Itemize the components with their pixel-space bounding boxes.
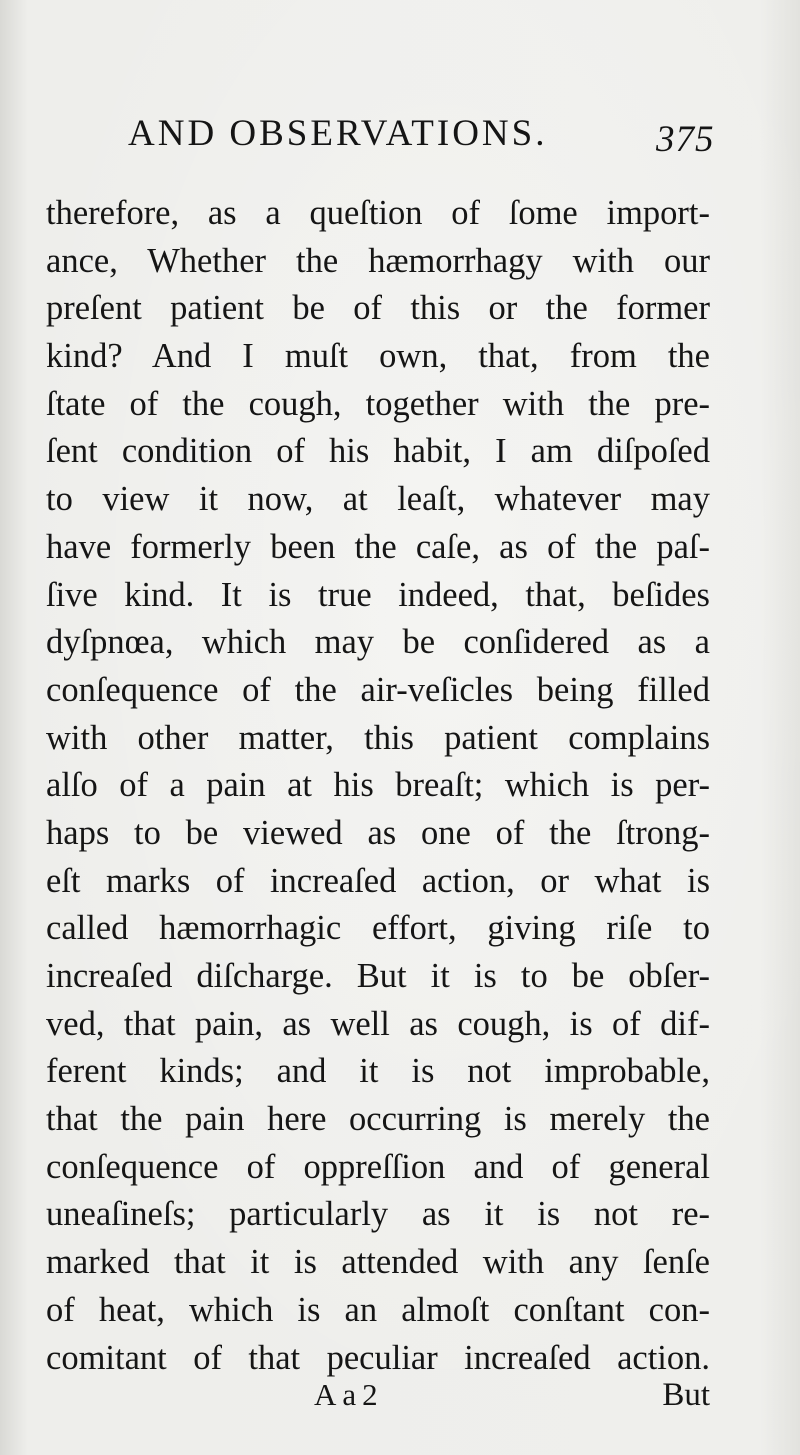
- text-line: eſt marks of increaſed action, or what is: [46, 861, 710, 900]
- text-line: alſo of a pain at his breaſt; which is per-: [46, 766, 710, 805]
- text-line: marked that it is attended with any ſenſe: [46, 1243, 710, 1282]
- text-line: comitant of that peculiar increaſed action.: [46, 1338, 710, 1377]
- text-line: ved, that pain, as well as cough, is of dif-: [46, 1004, 710, 1043]
- catchword: But: [662, 1377, 710, 1413]
- text-line: of heat, which is an almoſt conſtant con-: [46, 1290, 710, 1329]
- text-line: that the pain here occurring is merely the: [46, 1100, 710, 1139]
- running-title: AND OBSERVATIONS.: [128, 113, 548, 154]
- text-line: dyſpnœa, which may be conſidered as a: [46, 623, 710, 662]
- text-line: called hæmorrhagic effort, giving riſe to: [46, 909, 710, 948]
- text-line: haps to be viewed as one of the ſtrong-: [46, 813, 710, 852]
- text-line: ſtate of the cough, together with the pre-: [46, 384, 710, 423]
- text-line: preſent patient be of this or the former: [46, 289, 710, 328]
- page-header: [128, 112, 718, 162]
- text-line: increaſed diſcharge. But it is to be obſer-: [46, 957, 710, 995]
- text-line: ance, Whether the hæmorrhagy with our: [46, 241, 710, 280]
- text-line: ferent kinds; and it is not improbable,: [46, 1052, 710, 1091]
- text-line: have formerly been the caſe, as of the paſ-: [46, 527, 710, 566]
- text-line: conſequence of the air-veſicles being filled: [46, 670, 710, 709]
- text-line: ſive kind. It is true indeed, that, beſides: [46, 575, 710, 614]
- page-footer: [46, 1377, 710, 1427]
- text-line: uneaſineſs; particularly as it is not re-: [46, 1195, 710, 1234]
- body-text: [46, 190, 710, 1382]
- text-line: therefore, as a queſtion of ſome import-: [46, 194, 710, 232]
- page-number: 375: [656, 119, 715, 160]
- text-line: ſent condition of his habit, I am diſpoſed: [46, 432, 710, 471]
- signature-mark: Aa2: [314, 1377, 384, 1412]
- text-line: conſequence of oppreſſion and of general: [46, 1147, 710, 1186]
- text-line: kind? And I muſt own, that, from the: [46, 337, 710, 376]
- text-line: with other matter, this patient complains: [46, 718, 710, 757]
- text-line: to view it now, at leaſt, whatever may: [46, 480, 710, 519]
